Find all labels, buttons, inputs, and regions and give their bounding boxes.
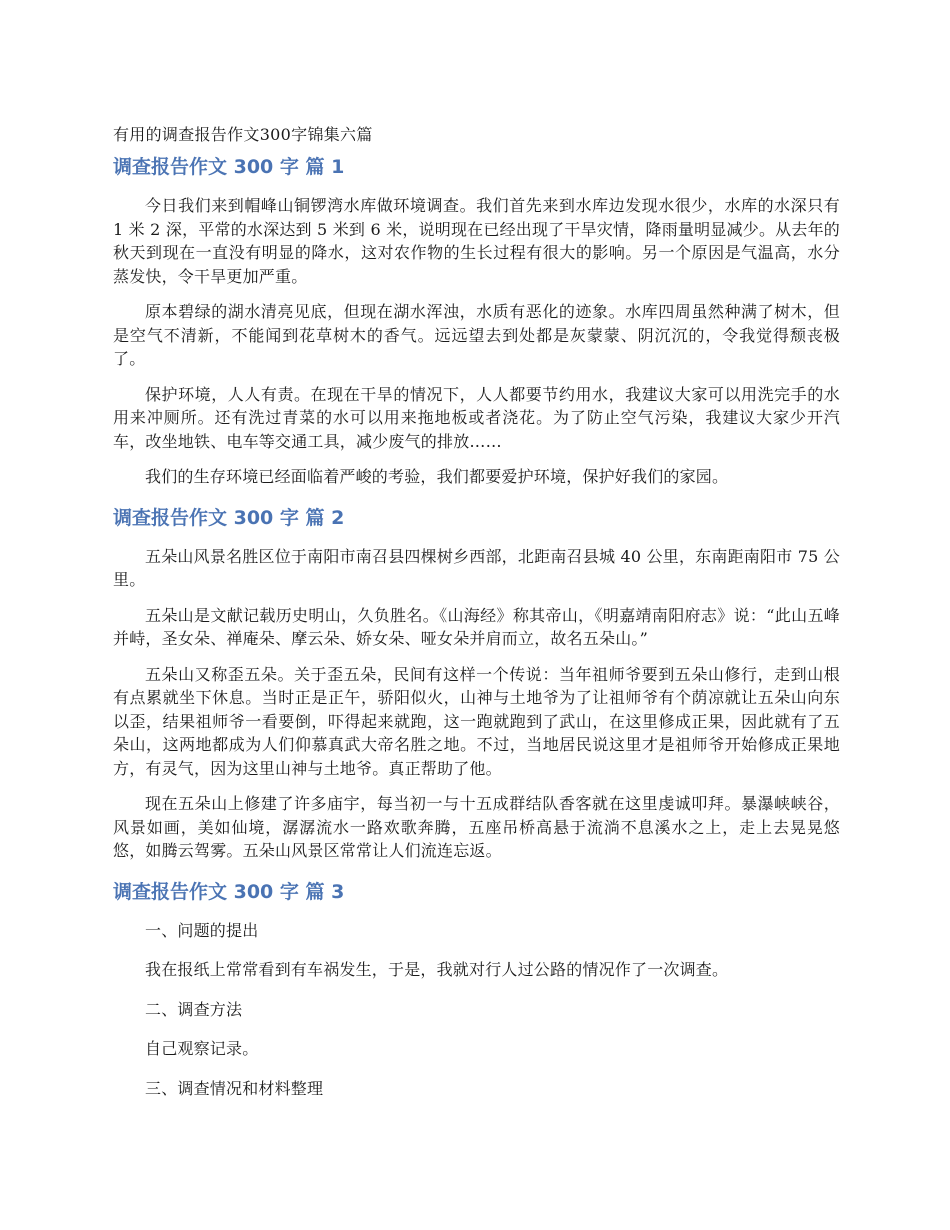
paragraph: 现在五朵山上修建了许多庙宇，每当初一与十五成群结队香客就在这里虔诚叩拜。暴瀑峡峡谷，风景如画，美如仙境，潺潺流水一路欢歌奔腾，五座吊桥高悬于流淌不息溪水之上，走上去晃晃悠悠，如腾云驾雾。五朵山风景区常常让人们流连忘返。 bbox=[113, 794, 840, 860]
section-2 bbox=[113, 505, 840, 863]
document-title: 有用的调查报告作文300字锦集六篇 bbox=[113, 125, 373, 144]
paragraph: 五朵山又称歪五朵。关于歪五朵，民间有这样一个传说：当年祖师爷要到五朵山修行，走到山根有点累就坐下休息。当时正是正午，骄阳似火，山神与土地爷为了让祖师爷有个荫凉就让五朵山向东以歪，结果祖师爷一看要倒，吓得起来就跑，这一跑就跑到了武山，在这里修成正果，因此就有了五朵山，这两地都成为人们仰慕真武大帝名胜之地。不过，当地居民说这里才是祖师爷开始修成正果地方，有灵气，因为这里山神与土地爷。真正帮助了他。 bbox=[113, 664, 840, 778]
section-heading: 调查报告作文 300 字 篇 2 bbox=[113, 506, 345, 529]
paragraph: 五朵山风景名胜区位于南阳市南召县四棵树乡西部，北距南召县城 40 公里，东南距南阳市 75 公里。 bbox=[113, 546, 840, 589]
paragraph: 保护环境，人人有责。在现在干旱的情况下，人人都要节约用水，我建议大家可以用洗完手的水用来冲厕所。还有洗过青菜的水可以用来拖地板或者浇花。为了防止空气污染，我建议大家少开汽车，改坐地铁、电车等交通工具，减少废气的排放…… bbox=[113, 384, 840, 451]
section-1 bbox=[113, 154, 840, 489]
section-heading: 调查报告作文 300 字 篇 3 bbox=[113, 880, 345, 903]
paragraph: 三、调查情况和材料整理 bbox=[145, 1078, 324, 1098]
paragraph: 二、调查方法 bbox=[145, 999, 243, 1019]
paragraph: 一、问题的提出 bbox=[145, 920, 259, 940]
section-3 bbox=[113, 879, 840, 1101]
section-heading: 调查报告作文 300 字 篇 1 bbox=[113, 156, 345, 178]
paragraph: 五朵山是文献记载历史明山，久负胜名。《山海经》称其帝山，《明嘉靖南阳府志》说：“此山五峰并峙，圣女朵、禅庵朵、摩云朵、娇女朵、哑女朵并肩而立，故名五朵山。” bbox=[113, 605, 840, 648]
paragraph: 我在报纸上常常看到有车祸发生，于是，我就对行人过公路的情况作了一次调查。 bbox=[145, 960, 729, 979]
paragraph: 自己观察记录。 bbox=[145, 1039, 259, 1058]
paragraph: 今日我们来到帽峰山铜锣湾水库做环境调查。我们首先来到水库边发现水很少，水库的水深只有 1 米 2 深，平常的水深达到 5 米到 6 米，说明现在已经出现了干旱灾情，降雨量明显减少。从去年的秋天到现在一直没有明显的降水，这对农作物的生长过程有很大的影响。另一个原因是气温高，水分蒸发快，令干旱更加严重。 bbox=[113, 196, 840, 286]
paragraph: 原本碧绿的湖水清亮见底，但现在湖水浑浊，水质有恶化的迹象。水库四周虽然种满了树木，但是空气不清新，不能闻到花草树木的香气。远远望去到处都是灰蒙蒙、阴沉沉的，令我觉得颓丧极了。 bbox=[113, 302, 840, 368]
document-page bbox=[113, 122, 840, 1116]
paragraph: 我们的生存环境已经面临着严峻的考验，我们都要爱护环境，保护好我们的家园。 bbox=[145, 467, 729, 486]
